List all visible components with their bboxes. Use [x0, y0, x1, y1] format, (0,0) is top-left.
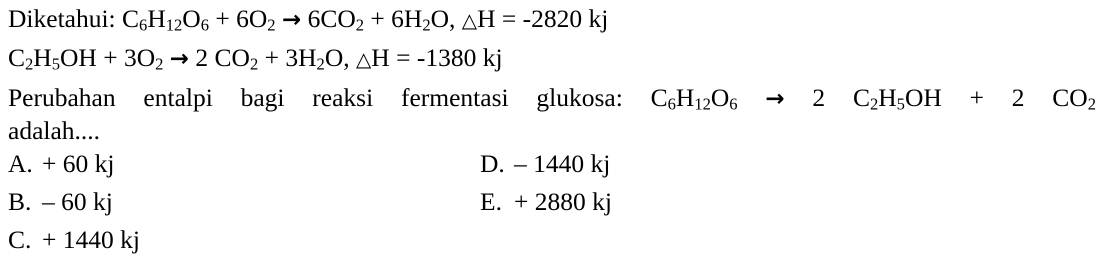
option-a[interactable]	[8, 151, 114, 177]
ethanol-formula: $C_2H_5$	[8, 43, 60, 74]
question-continuation: adalah....	[8, 116, 101, 145]
option-d[interactable]	[480, 151, 610, 177]
delta-icon: △	[356, 48, 372, 71]
option-letter: C.	[8, 225, 32, 254]
given-label: Diketahui:	[8, 4, 116, 33]
option-text: – 60 kj	[42, 187, 113, 216]
question-text: Perubahan entalpi bagi reaksi fermentasi glukosa: $C_6H_{12}O_6 \to 2$ $C_2H_5OH + 2$ $CO_2$	[8, 83, 1096, 114]
option-letter: B.	[8, 187, 32, 216]
reaction-arrow-icon: →	[169, 46, 190, 72]
reaction-arrow-icon: →	[281, 7, 302, 33]
reaction-arrow-icon: →	[765, 86, 785, 112]
option-text: + 1440 kj	[42, 225, 140, 254]
option-text: + 60 kj	[42, 149, 115, 178]
option-b[interactable]	[8, 189, 113, 215]
given-equation-2: $C_2H_5OH + 3O_2 \to 2$ $CO_2 + 3H_2O$, △H = -1380 kj	[8, 43, 503, 74]
option-c[interactable]	[8, 227, 140, 253]
enthalpy-value-2: H = -1380 kj	[371, 43, 503, 72]
option-text: – 1440 kj	[514, 149, 611, 178]
glucose-formula: $C_6H_{12}O_6$	[122, 4, 209, 35]
option-e[interactable]	[480, 189, 612, 215]
delta-icon: △	[461, 9, 478, 32]
option-letter: D.	[480, 149, 505, 178]
given-equation-1: Diketahui: $C_6H_{12}O_6 + 6O_2 \to 6CO_2 + 6H_2O$, △H = -2820 kj	[8, 4, 609, 35]
option-text: + 2880 kj	[514, 187, 612, 216]
fermentation-reaction: $C_6H_{12}O_6 \to 2$ $C_2H_5OH + 2$ $CO_2$	[650, 83, 1096, 114]
option-letter: E.	[480, 187, 502, 216]
option-letter: A.	[8, 149, 33, 178]
enthalpy-value-1: H = -2820 kj	[477, 4, 609, 33]
